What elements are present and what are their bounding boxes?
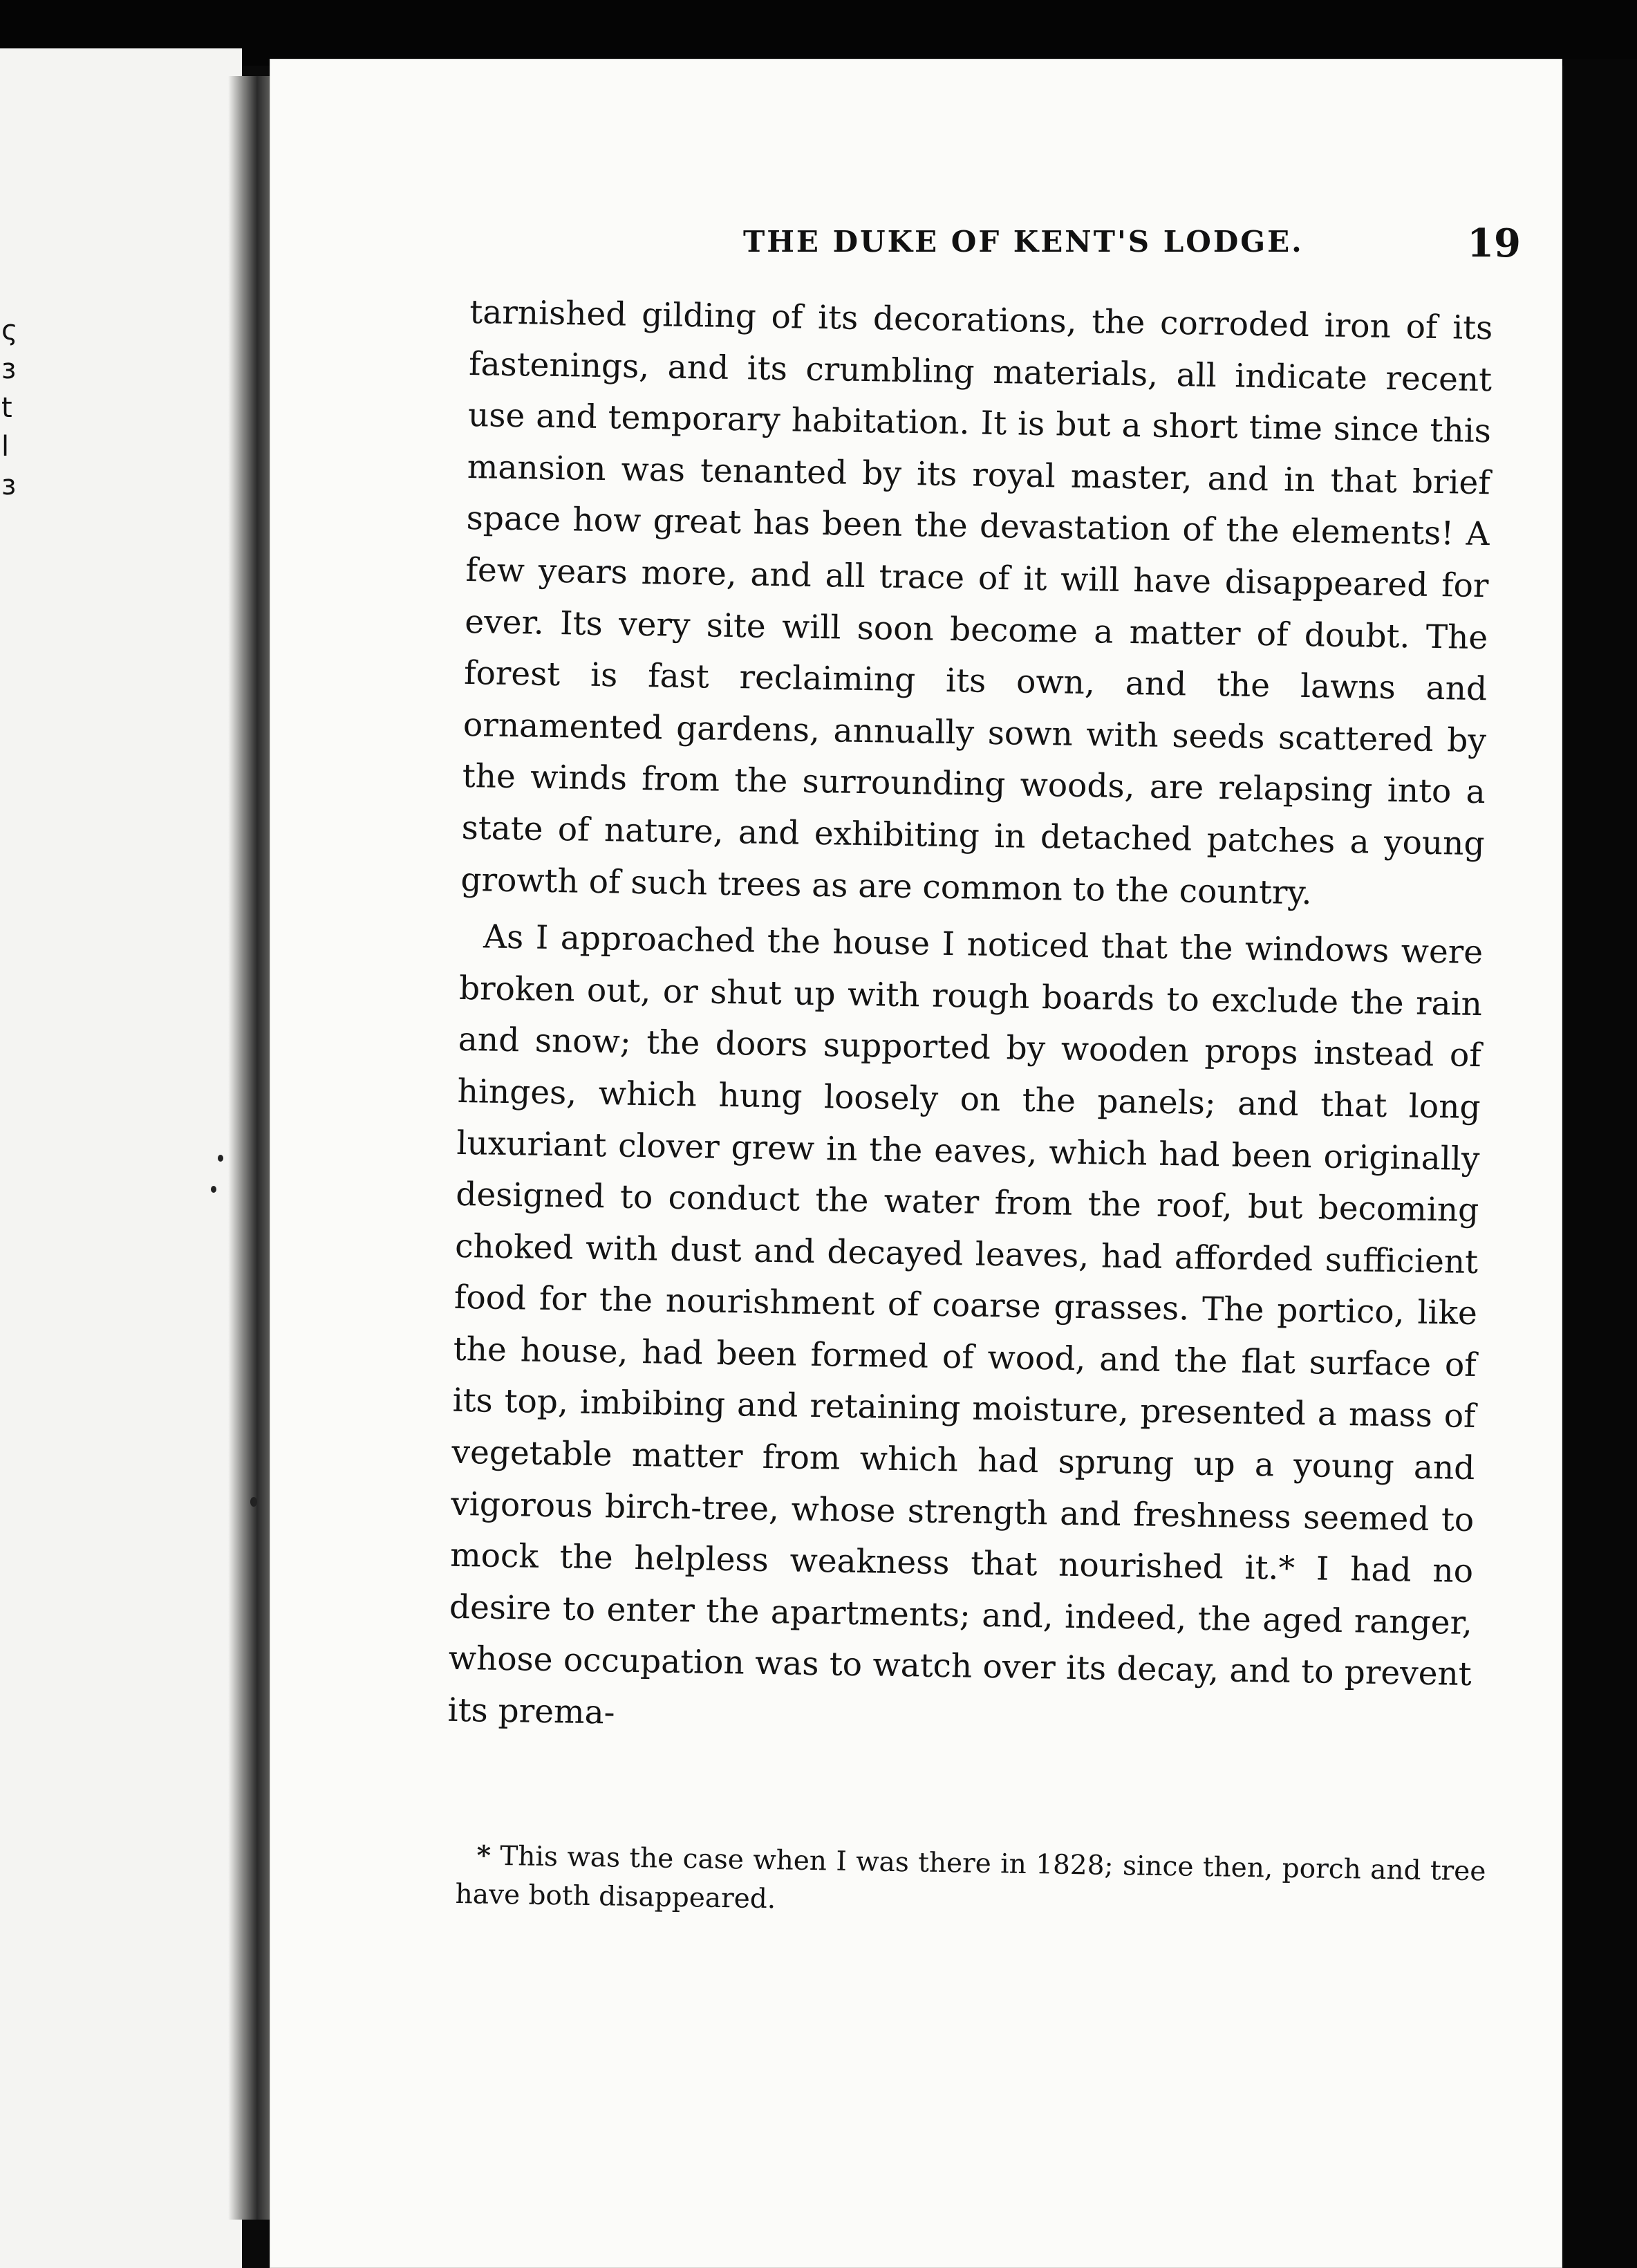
paragraph-1: tarnished gilding of its decorations, the corroded iron of its fastenings, and its crumbling materials, all indicate recent use and temporary habitation. It is but a short time since this mansion was tenanted by its royal master, and in that brief space how great has been the devastation of the elements! A few years more, and all trace of it will have disappeared for ever. Its very site will soon become a matter of doubt. The forest is fast reclaiming its own, and the lawns and ornamented gardens, annually sown with seeds scattered by the winds from the surrounding woods, are relapsing into a state of nature, and exhibiting in detached patches a young growth of such trees as are common to the country. bbox=[460, 292, 1493, 912]
footnote-text: This was the case when I was there in 1828; since then, porch and tree have both disappeared. bbox=[455, 1841, 1486, 1915]
body-text bbox=[447, 287, 1493, 1753]
gutter-shadow bbox=[228, 76, 270, 2220]
scan-top-border bbox=[0, 0, 1637, 66]
facing-page-edge bbox=[0, 48, 242, 2268]
facing-page-edge-marks: ς ɜ t l ɜ bbox=[1, 315, 18, 501]
scan-right-border bbox=[1564, 59, 1637, 2268]
footnote-marker: * bbox=[476, 1839, 492, 1872]
book-page bbox=[270, 59, 1562, 2268]
page-number: 19 bbox=[1467, 221, 1521, 266]
running-title: THE DUKE OF KENT'S LODGE. bbox=[743, 225, 1304, 259]
paragraph-2: As I approached the house I noticed that the windows were broken out, or shut up with rough boards to exclude the rain and snow; the doors supported by wooden props instead of hinges, which hung loosely on the panels; and that long luxuriant clover grew in the eaves, which had been originally designed to conduct the water from the roof, but becoming choked with dust and decayed leaves, had afforded sufficient food for the nourishment of coarse grasses. The portico, like the house, had been formed of wood, and the flat surface of its top, imbibing and retaining moisture, presented a mass of vegetable matter from which had sprung up a young and vigorous birch-tree, whose strength and freshness seemed to mock the helpless weakness that nourished it.* I had no desire to enter the apartments; and, indeed, the aged ranger, whose occupation was to watch over its decay, and to prevent its prema- bbox=[447, 918, 1484, 1732]
footnote bbox=[455, 1836, 1486, 1930]
page-header bbox=[498, 221, 1521, 287]
